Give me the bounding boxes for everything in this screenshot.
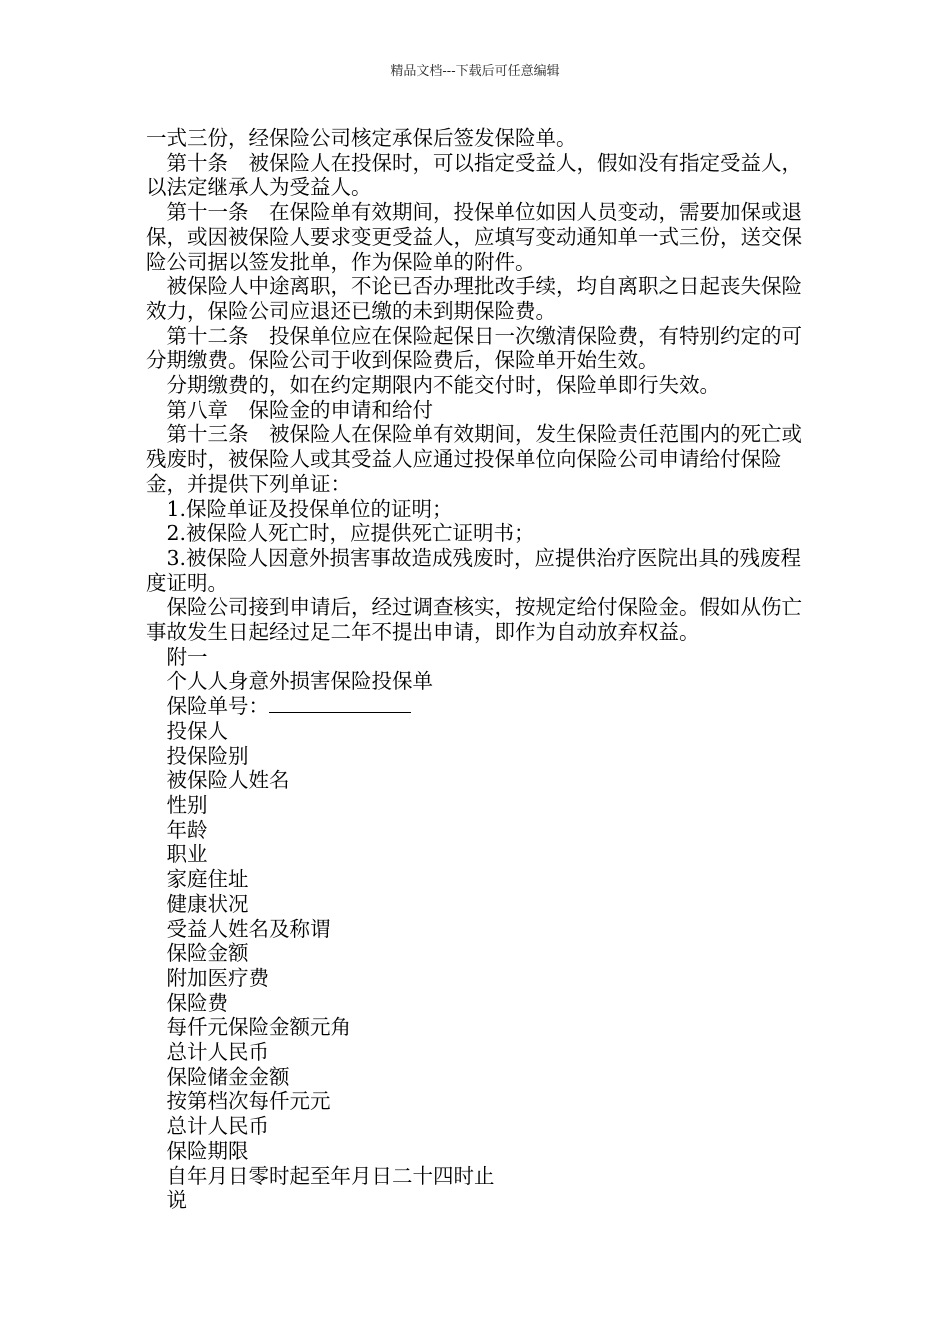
article-12: 第十二条 投保单位应在保险起保日一次缴清保险费，有特别约定的可分期缴费。保险公司于收到保险费后，保险单开始生效。: [146, 323, 802, 373]
article-11: 第十一条 在保险单有效期间，投保单位如因人员变动，需要加保或退保，或因被保险人要求变更受益人，应填写变动通知单一式三份，送交保险公司据以签发批单，作为保险单的附件。: [146, 200, 802, 274]
list-item: 3.被保险人因意外损害事故造成残废时，应提供治疗医院出具的残废程度证明。: [146, 545, 802, 595]
form-field-label: 总计人民币: [146, 1114, 269, 1139]
form-field-label: 职业: [146, 842, 208, 867]
form-title: 个人人身意外损害保险投保单: [146, 669, 433, 694]
form-field-label: 保险费: [146, 990, 228, 1015]
policy-number-label: 保险单号：: [146, 694, 269, 719]
form-field-label: 家庭住址: [146, 867, 249, 892]
form-field-label: 健康状况: [146, 891, 249, 916]
article-13: 第十三条 被保险人在保险单有效期间，发生保险责任范围内的死亡或残废时，被保险人或其受益人应通过投保单位向保险公司申请给付保险金，并提供下列单证：: [146, 422, 802, 496]
form-field-label: 附加医疗费: [146, 965, 269, 990]
appendix-label: 附一: [146, 644, 208, 669]
form-field-label: 投保险别: [146, 743, 249, 768]
chapter-8-heading: 第八章 保险金的申请和给付: [146, 397, 433, 422]
paragraph-continuation: 一式三份，经保险公司核定承保后签发保险单。: [146, 126, 577, 150]
form-field-label: 受益人姓名及称谓: [146, 916, 331, 941]
form-field-label: 年龄: [146, 817, 208, 842]
form-field-label: 总计人民币: [146, 1040, 269, 1065]
article-10: 第十条 被保险人在投保时，可以指定受益人，假如没有指定受益人，以法定继承人为受益人。: [146, 150, 802, 200]
list-item: 2.被保险人死亡时，应提供死亡证明书；: [146, 521, 535, 546]
paragraph-claim: 保险公司接到申请后，经过调查核实，按规定给付保险金。假如从伤亡事故发生日起经过足二年不提出申请，即作为自动放弃权益。: [146, 595, 802, 645]
form-field-label: 投保人: [146, 718, 228, 743]
form-field-label: 按第档次每仟元元: [146, 1089, 331, 1114]
form-field-label: 每仟元保险金额元角: [146, 1015, 351, 1040]
document-body: [146, 126, 814, 1213]
form-field-label: 保险金额: [146, 941, 249, 966]
form-field-label: 保险期限: [146, 1138, 249, 1163]
policy-number-row: [146, 694, 814, 719]
form-field-label: 保险储金金额: [146, 1064, 290, 1089]
form-field-label: 自年月日零时起至年月日二十四时止: [146, 1163, 495, 1188]
form-field-label: 说: [146, 1188, 187, 1213]
form-field-label: 被保险人姓名: [146, 768, 290, 793]
form-field-label: 性别: [146, 792, 208, 817]
page-header: 精品文档---下载后可任意编辑: [390, 64, 560, 79]
paragraph-installment: 分期缴费的，如在约定期限内不能交付时，保险单即行失效。: [146, 373, 720, 398]
list-item: 1.保险单证及投保单位的证明；: [146, 496, 453, 521]
policy-number-blank: [269, 694, 411, 713]
paragraph-resignation: 被保险人中途离职，不论已否办理批改手续，均自离职之日起丧失保险效力，保险公司应退还已缴的未到期保险费。: [146, 274, 802, 323]
